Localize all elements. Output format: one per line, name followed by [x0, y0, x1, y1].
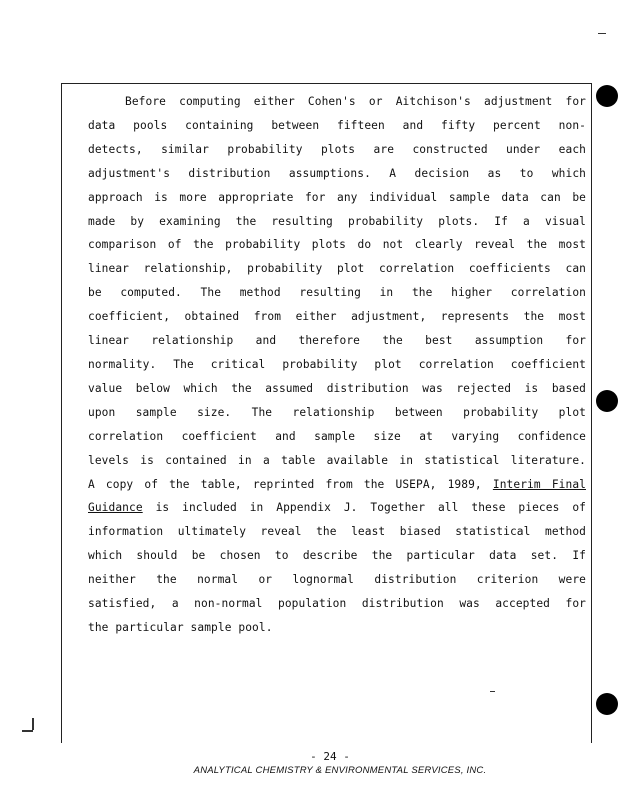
text-line: coefficient, obtained from either adjustment, represents the most [88, 310, 586, 324]
text-line: levels is contained in a table available in statistical literature. [88, 453, 586, 467]
text-line: value below which the assumed distribution was rejected is based [88, 381, 586, 395]
text-line: Before computing either Cohen's or Aitchison's adjustment for [125, 95, 586, 108]
appendix-text: is included in Appendix J. Together all these pieces of [142, 501, 586, 515]
text-line-citation [88, 473, 586, 497]
citation-title-part1: Interim Final [492, 477, 586, 491]
text-line: correlation coefficient and sample size at varying confidence [88, 429, 586, 443]
text-line: be computed. The method resulting in the higher correlation [88, 286, 586, 300]
scan-mark [598, 33, 606, 34]
text-line: satisfied, a non-normal population distribution was accepted for [88, 597, 586, 611]
text-line: comparison of the probability plots do not clearly reveal the most [88, 238, 586, 252]
binder-hole-bottom [596, 693, 618, 715]
text-line: linear relationship, probability plot correlation coefficients can [88, 262, 586, 276]
text-line-last: the particular sample pool. [88, 620, 273, 634]
binder-hole-top [596, 85, 618, 107]
text-line: which should be chosen to describe the particular data set. If [88, 549, 586, 563]
scan-mark [32, 718, 34, 730]
text-line: adjustment's distribution assumptions. A decision as to which [88, 166, 586, 180]
citation-title-part2: Guidance [88, 501, 143, 515]
scan-mark [490, 691, 495, 692]
body-paragraph [88, 90, 586, 640]
scan-mark [22, 730, 33, 732]
text-line: data pools containing between fifteen and fifty percent non- [88, 118, 586, 132]
text-line: approach is more appropriate for any individual sample data can be [88, 190, 586, 204]
citation-prefix: A copy of the table, reprinted from the USEPA, 1989, [88, 477, 493, 491]
text-line: linear relationship and therefore the best assumption for [88, 334, 586, 348]
binder-hole-middle [596, 390, 618, 412]
text-line: neither the normal or lognormal distribution criterion were [88, 573, 586, 587]
text-line: made by examining the resulting probability plots. If a visual [88, 214, 586, 228]
page-number: - 24 - [310, 750, 350, 763]
text-line: upon sample size. The relationship between probability plot [88, 405, 586, 419]
text-line: detects, similar probability plots are constructed under each [88, 142, 586, 156]
text-line-appendix [88, 496, 586, 520]
text-line: normality. The critical probability plot correlation coefficient [88, 357, 586, 371]
footer-company: ANALYTICAL CHEMISTRY & ENVIRONMENTAL SERVICES, INC. [193, 765, 487, 776]
text-line: information ultimately reveal the least biased statistical method [88, 525, 586, 539]
